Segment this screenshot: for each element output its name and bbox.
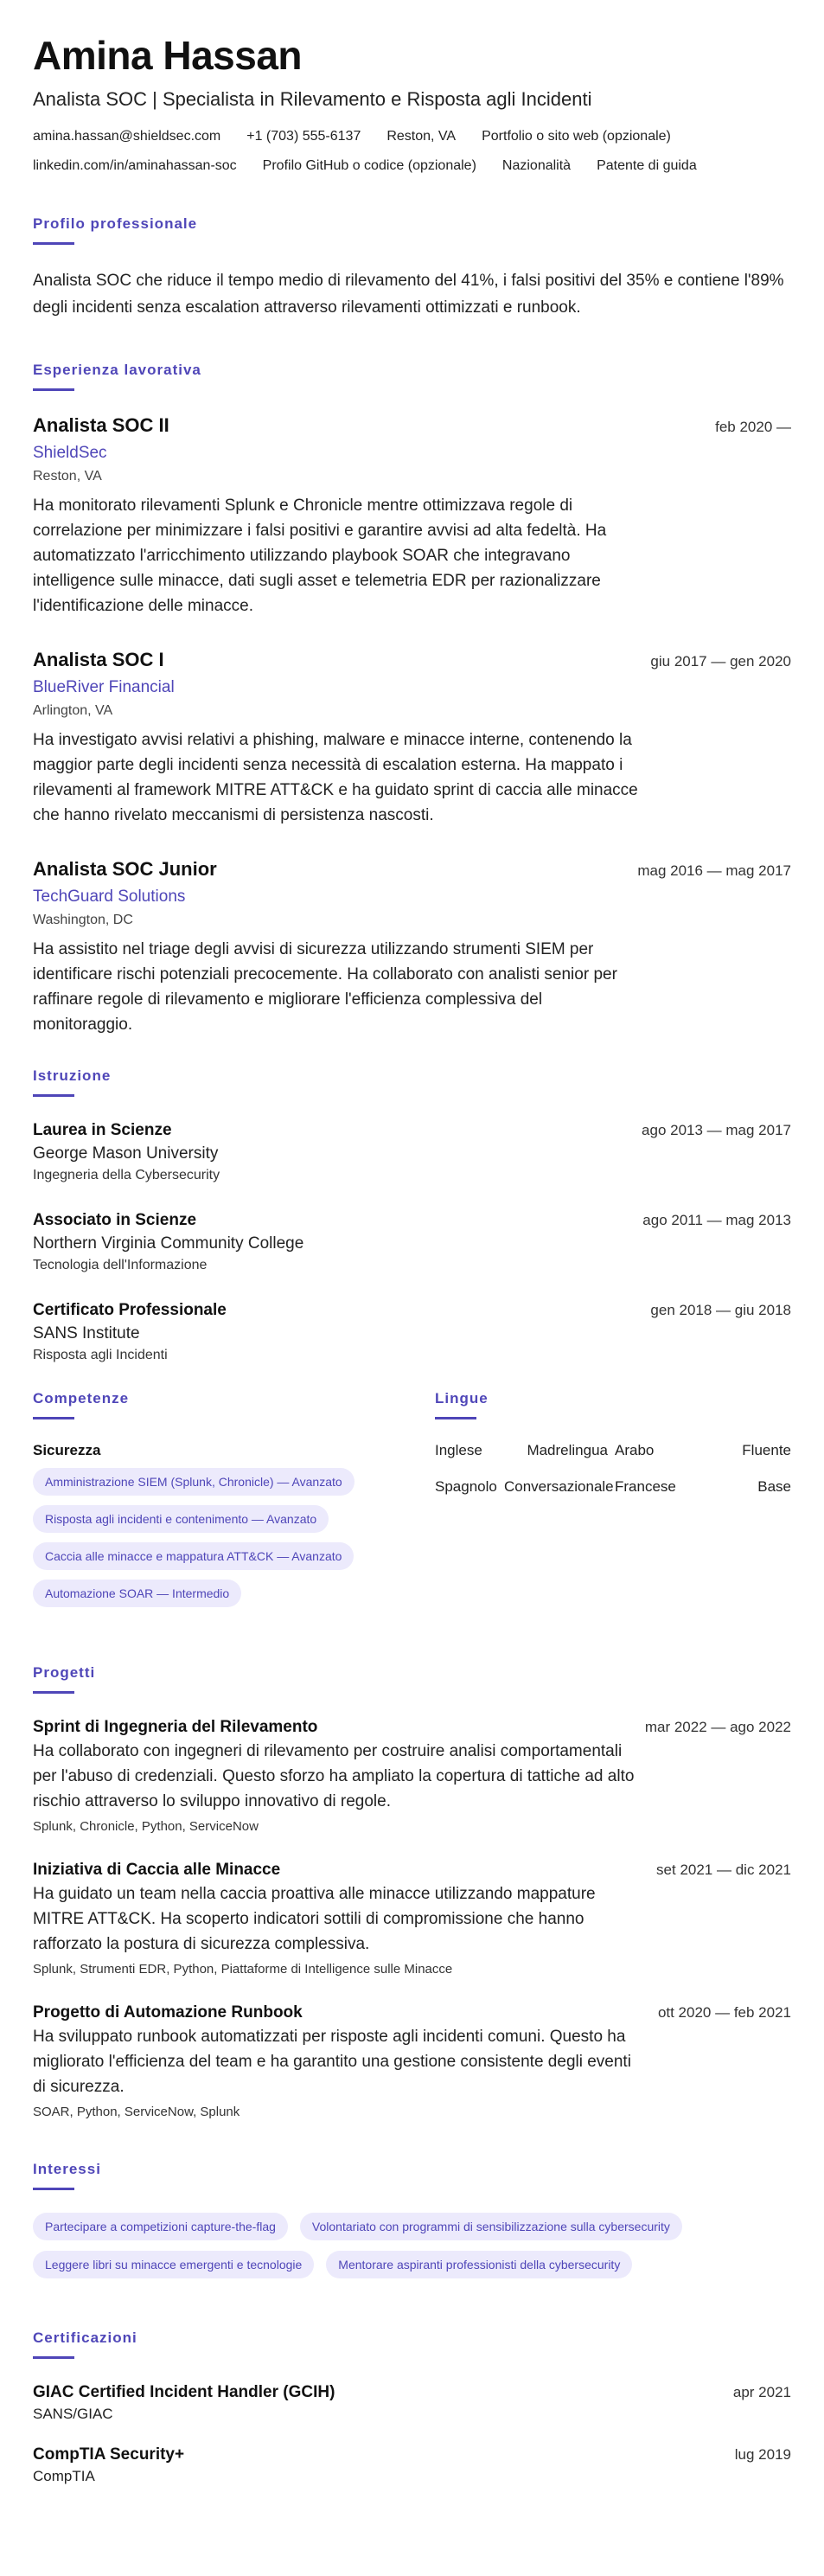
contact-portfolio[interactable]: Portfolio o sito web (opzionale) [482,129,671,144]
interests-section [33,2160,791,2278]
education-date: ago 2013 — mag 2017 [642,1122,791,1138]
education-item [33,1119,791,1185]
language-name: Arabo [615,1442,655,1458]
certification-date: apr 2021 [732,2384,791,2400]
education-item [33,1299,791,1365]
section-title: Profilo professionale [33,215,198,232]
job-title: Analista SOC Junior [33,858,217,880]
project-description: Ha collaborato con ingegneri di rilevamento per costruire analisi comportamentali per l'abuso di credenziali. Questo sforzo ha ampliato la copertura di tattiche ad alto rischio attraverso lo sviluppo innovativo di regole. [33,1742,635,1810]
school-name: Northern Virginia Community College [33,1234,304,1253]
job-location: Washington, DC [33,913,133,927]
language-name: Francese [615,1478,676,1495]
study-field: Risposta agli Incidenti [33,1348,168,1362]
certification-item [33,2381,791,2425]
project-description: Ha guidato un team nella caccia proattiva alle minacce utilizzando mappature MITRE ATT&CK. Ha scoperto indicatori sottili di compromissione che hanno rafforzato la postura di sicurezza complessiva. [33,1885,596,1953]
project-tech: Splunk, Chronicle, Python, ServiceNow [33,1819,259,1834]
section-title: Esperienza lavorativa [33,362,201,378]
job-description: Ha investigato avvisi relativi a phishing, malware e minacce interne, contenendo la maggior parte degli incidenti senza necessità di escalation esterna. Ha mappato i rilevamenti al framework MITRE ATT&CK e ha guidato sprint di caccia alle minacce che hanno rivelato meccanismi di persistenza nascosti. [33,731,638,824]
section-divider [33,388,74,391]
project-item [33,1716,791,1836]
job-company: BlueRiver Financial [33,678,175,696]
degree-title: Laurea in Scienze [33,1121,172,1139]
section-divider [33,2188,74,2190]
contact-phone[interactable]: +1 (703) 555-6137 [246,129,361,144]
job-description: Ha monitorato rilevamenti Splunk e Chronicle mentre ottimizzava regole di correlazione per minimizzare i falsi positivi e garantire avvisi ad alta fedeltà. Ha automatizzato l'arricchimento utilizzando playbook SOAR che integravano intelligence sulle minacce, dati sugli asset e telemetria EDR per razionalizzare l'identificazione delle minacce. [33,497,607,615]
job-company: TechGuard Solutions [33,888,186,906]
certification-name: CompTIA Security+ [33,2445,185,2464]
certifications-section [33,2329,791,2487]
contact-list [33,128,791,175]
language-level: Madrelingua [527,1442,608,1458]
section-divider [33,1417,74,1419]
job-location: Arlington, VA [33,703,113,718]
language-level: Base [757,1478,791,1495]
section-title: Competenze [33,1390,130,1407]
experience-section [33,361,791,1037]
experience-item [33,857,791,1037]
skill-pill: Risposta agli incidenti e contenimento — Avanzato [33,1505,329,1533]
interest-pill: Partecipare a competizioni capture-the-flag [33,2213,288,2240]
study-field: Tecnologia dell'Informazione [33,1258,208,1272]
section-title: Lingue [435,1390,489,1407]
project-name: Sprint di Ingegneria del Rilevamento [33,1718,318,1736]
project-tech: Splunk, Strumenti EDR, Python, Piattaforme di Intelligence sulle Minacce [33,1962,453,1977]
language-level: Conversazionale [504,1478,614,1495]
summary-text: Analista SOC che riduce il tempo medio di rilevamento del 41%, i falsi positivi del 35% e contiene l'89% degli incidenti senza escalation attraverso rilevamenti ottimizzati e runbook. [33,272,784,317]
languages-section [435,1389,791,1617]
project-name: Iniziativa di Caccia alle Minacce [33,1861,281,1879]
certification-issuer: CompTIA [33,2468,95,2484]
experience-item [33,648,791,828]
school-name: George Mason University [33,1144,219,1163]
contact-driving-license: Patente di guida [597,158,697,173]
interest-list [33,2213,785,2278]
contact-github[interactable]: Profilo GitHub o codice (opzionale) [262,158,476,173]
degree-title: Associato in Scienze [33,1211,197,1229]
section-title: Progetti [33,1664,96,1681]
language-level: Fluente [742,1442,791,1458]
education-date: ago 2011 — mag 2013 [642,1212,791,1228]
contact-linkedin[interactable]: linkedin.com/in/aminahassan-soc [33,158,237,173]
skill-pill: Automazione SOAR — Intermedio [33,1580,241,1607]
language-name: Inglese [435,1442,482,1458]
interest-pill: Mentorare aspiranti professionisti della cybersecurity [326,2251,632,2278]
certification-date: lug 2019 [734,2446,791,2463]
section-divider [33,242,74,245]
project-item [33,2002,791,2122]
project-name: Progetto di Automazione Runbook [33,2003,303,2022]
resume-header [33,31,791,175]
project-date: set 2021 — dic 2021 [656,1862,791,1878]
project-date: ott 2020 — feb 2021 [657,2004,791,2021]
projects-section [33,1663,791,2122]
project-date: mar 2022 — ago 2022 [644,1719,791,1735]
section-title: Interessi [33,2161,101,2177]
contact-location: Reston, VA [386,129,457,144]
section-title: Istruzione [33,1067,112,1084]
certification-name: GIAC Certified Incident Handler (GCIH) [33,2383,335,2401]
interest-pill: Leggere libri su minacce emergenti e tecnologie [33,2251,314,2278]
education-item [33,1209,791,1275]
degree-title: Certificato Professionale [33,1301,227,1319]
section-divider [33,2356,74,2359]
job-title: Analista SOC I [33,649,164,670]
job-location: Reston, VA [33,469,102,484]
certification-item [33,2444,791,2487]
job-description: Ha assistito nel triage degli avvisi di sicurezza utilizzando strumenti SIEM per identificare rischi potenziali precocemente. Ha collaborato con analisti senior per raffinare regole di rilevamento e migliorare l'efficienza complessiva del monitoraggio. [33,940,617,1034]
job-title: Analista SOC II [33,414,169,436]
job-date: mag 2016 — mag 2017 [637,862,791,879]
section-divider [33,1094,74,1097]
section-title: Certificazioni [33,2329,137,2346]
education-section [33,1067,791,1365]
interest-pill: Volontariato con programmi di sensibilizzazione sulla cybersecurity [300,2213,682,2240]
skill-pill: Amministrazione SIEM (Splunk, Chronicle) — Avanzato [33,1468,355,1496]
language-name: Spagnolo [435,1478,497,1495]
skills-languages-row [33,1389,791,1617]
certification-issuer: SANS/GIAC [33,2406,113,2422]
contact-nationality: Nazionalità [501,158,572,173]
education-date: gen 2018 — giu 2018 [650,1302,791,1318]
skill-pill: Caccia alle minacce e mappatura ATT&CK — Avanzato [33,1542,354,1570]
candidate-name: Amina Hassan [33,33,303,78]
skill-group-title: Sicurezza [33,1442,101,1458]
project-tech: SOAR, Python, ServiceNow, Splunk [33,2105,240,2119]
school-name: SANS Institute [33,1324,140,1342]
summary-section [33,215,791,321]
study-field: Ingegneria della Cybersecurity [33,1168,220,1182]
experience-item [33,413,791,618]
skills-section [33,1389,435,1617]
job-date: feb 2020 — [715,419,791,435]
section-divider [33,1691,74,1694]
candidate-headline: Analista SOC | Specialista in Rilevamento e Risposta agli Incidenti [33,88,592,110]
section-divider [435,1417,476,1419]
job-company: ShieldSec [33,444,107,462]
job-date: giu 2017 — gen 2020 [650,653,791,670]
language-list [435,1442,791,1496]
contact-email[interactable]: amina.hassan@shieldsec.com [33,129,221,144]
project-description: Ha sviluppato runbook automatizzati per risposte agli incidenti comuni. Questo ha migliorato l'efficienza del team e ha garantito una gestione consistente degli eventi di sicurezza. [33,2028,631,2096]
project-item [33,1859,791,1979]
